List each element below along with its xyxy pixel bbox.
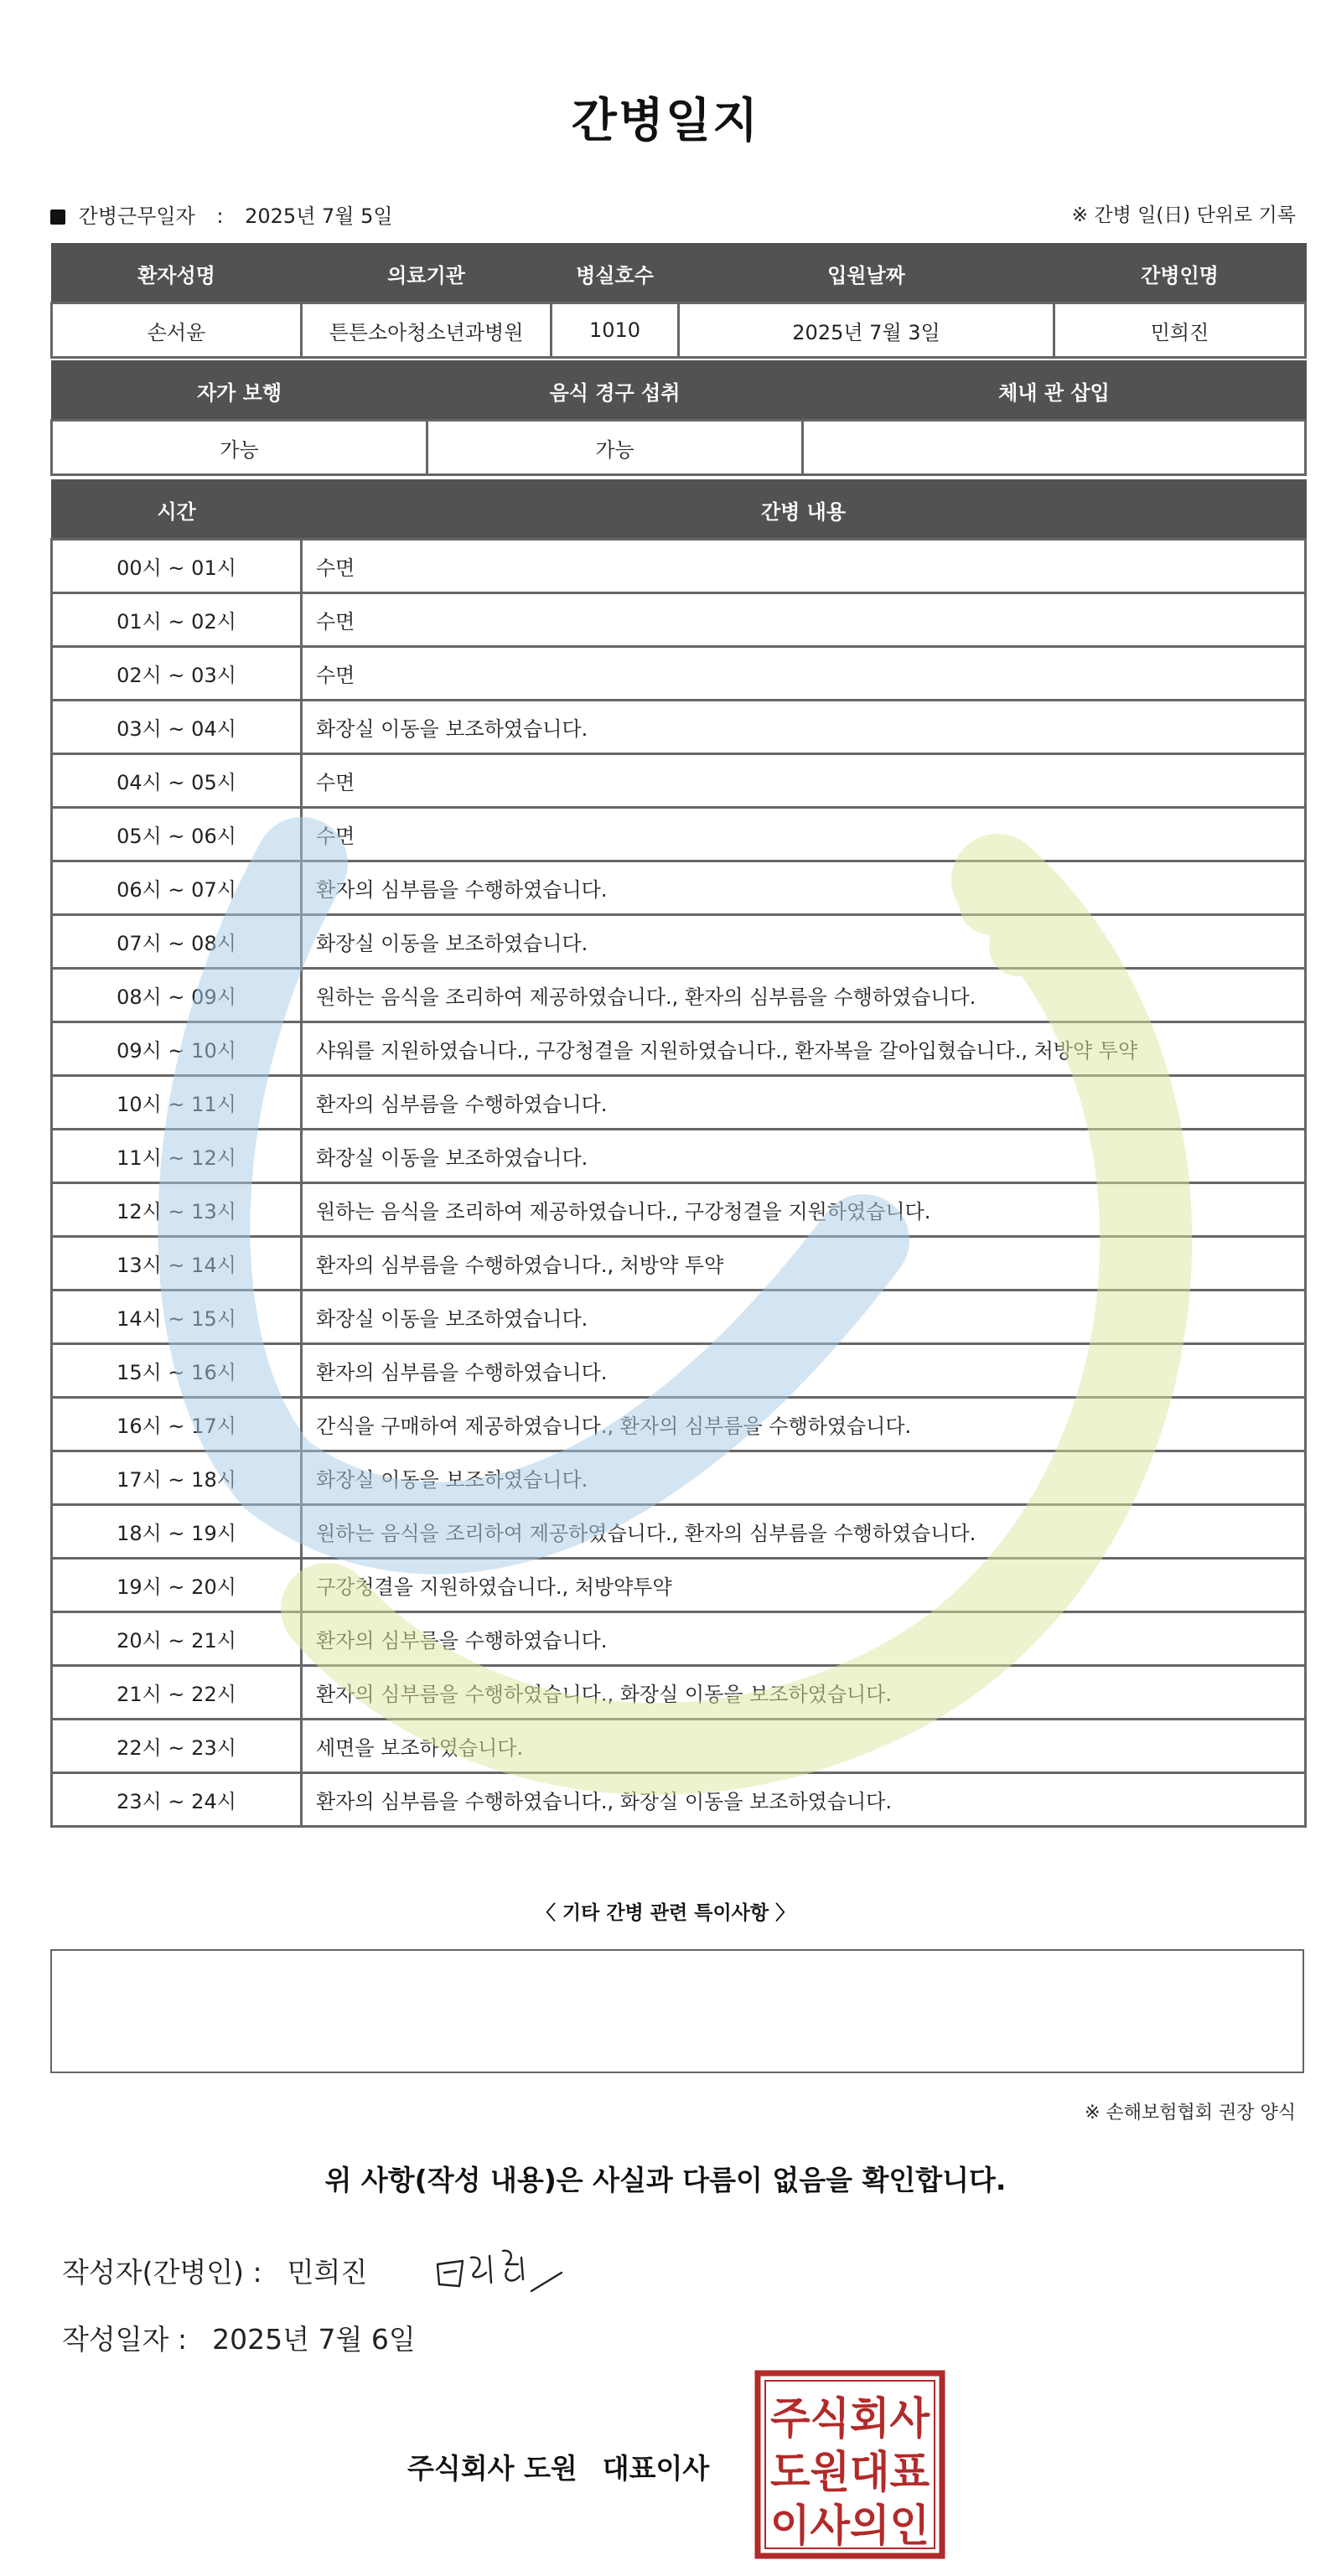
header-time: 시간 xyxy=(52,480,302,540)
work-date-colon: : xyxy=(216,204,224,228)
time-cell: 12시 ~ 13시 xyxy=(52,1183,302,1237)
table-row xyxy=(52,1451,1306,1505)
time-cell: 07시 ~ 08시 xyxy=(52,915,302,969)
time-cell: 13시 ~ 14시 xyxy=(52,1237,302,1291)
care-content-cell: 세면을 보조하였습니다. xyxy=(302,1720,1306,1773)
signature xyxy=(431,2239,573,2301)
table-row xyxy=(52,1398,1306,1451)
table-row xyxy=(52,701,1306,754)
self-walking-cell: 가능 xyxy=(52,421,427,475)
writer-label: 작성자(간병인) : xyxy=(62,2256,262,2289)
tube-insertion-cell xyxy=(803,421,1306,475)
svg-text:도원대표: 도원대표 xyxy=(770,2448,930,2498)
table-row xyxy=(52,1612,1306,1666)
hospital-cell: 튼튼소아청소년과병원 xyxy=(302,303,552,358)
svg-text:주식회사: 주식회사 xyxy=(770,2394,930,2444)
work-date-value: 2025년 7월 5일 xyxy=(245,204,393,228)
header-admission-date: 입원날짜 xyxy=(679,244,1054,303)
care-content-cell: 수면 xyxy=(302,754,1306,808)
care-content-cell: 샤워를 지원하였습니다., 구강청결을 지원하였습니다., 환자복을 갈아입혔습니다., 처방약 투약 xyxy=(302,1022,1306,1076)
care-content-cell: 화장실 이동을 보조하였습니다. xyxy=(302,915,1306,969)
time-cell: 10시 ~ 11시 xyxy=(52,1076,302,1130)
time-cell: 08시 ~ 09시 xyxy=(52,969,302,1022)
patient-info-table xyxy=(50,243,1307,359)
confirmation-statement: 위 사항(작성 내용)은 사실과 다름이 없음을 확인합니다. xyxy=(324,2164,1007,2196)
etc-notes-box xyxy=(50,1949,1304,2073)
svg-text:이사의인: 이사의인 xyxy=(770,2501,930,2552)
table-row xyxy=(52,593,1306,647)
table-row xyxy=(52,1291,1306,1344)
table-row xyxy=(52,1076,1306,1130)
time-cell: 11시 ~ 12시 xyxy=(52,1130,302,1183)
time-cell: 00시 ~ 01시 xyxy=(52,540,302,593)
time-cell: 16시 ~ 17시 xyxy=(52,1398,302,1451)
table-row xyxy=(52,754,1306,808)
care-content-cell: 환자의 심부름을 수행하였습니다. xyxy=(302,1612,1306,1666)
care-log-table xyxy=(50,479,1307,1828)
table-row xyxy=(52,1559,1306,1612)
work-date-label: 간병근무일자 xyxy=(78,204,195,228)
care-content-cell: 원하는 음식을 조리하여 제공하였습니다., 환자의 심부름을 수행하였습니다. xyxy=(302,1505,1306,1559)
table-row xyxy=(52,969,1306,1022)
write-date-label: 작성일자 : xyxy=(62,2323,188,2356)
page-title: 간병일지 xyxy=(571,94,760,148)
care-content-cell: 구강청결을 지원하였습니다., 처방약투약 xyxy=(302,1559,1306,1612)
time-cell: 20시 ~ 21시 xyxy=(52,1612,302,1666)
time-cell: 03시 ~ 04시 xyxy=(52,701,302,754)
header-room-number: 병실호수 xyxy=(552,244,679,303)
time-cell: 02시 ~ 03시 xyxy=(52,647,302,701)
table-row xyxy=(52,1344,1306,1398)
caregiver-name-cell: 민희진 xyxy=(1054,303,1306,358)
care-content-cell: 환자의 심부름을 수행하였습니다., 처방약 투약 xyxy=(302,1237,1306,1291)
care-content-cell: 화장실 이동을 보조하였습니다. xyxy=(302,1291,1306,1344)
write-date-value: 2025년 7월 6일 xyxy=(212,2323,416,2356)
header-care-content: 간병 내용 xyxy=(302,480,1306,540)
time-cell: 01시 ~ 02시 xyxy=(52,593,302,647)
time-cell: 06시 ~ 07시 xyxy=(52,861,302,915)
table-row xyxy=(52,1666,1306,1720)
table-row xyxy=(52,1183,1306,1237)
header-hospital: 의료기관 xyxy=(302,244,552,303)
writer-name: 민희진 xyxy=(287,2256,368,2289)
table-row xyxy=(52,1237,1306,1291)
table-row xyxy=(52,861,1306,915)
care-content-cell: 원하는 음식을 조리하여 제공하였습니다., 구강청결을 지원하였습니다. xyxy=(302,1183,1306,1237)
work-date-line xyxy=(50,199,393,229)
time-cell: 23시 ~ 24시 xyxy=(52,1773,302,1827)
room-number-cell: 1010 xyxy=(552,303,679,358)
time-cell: 09시 ~ 10시 xyxy=(52,1022,302,1076)
header-caregiver-name: 간병인명 xyxy=(1054,244,1306,303)
table-row xyxy=(52,1022,1306,1076)
care-content-cell: 환자의 심부름을 수행하였습니다. xyxy=(302,861,1306,915)
patient-name-cell: 손서윤 xyxy=(52,303,302,358)
company-title: 대표이사 xyxy=(602,2452,710,2485)
care-content-cell: 수면 xyxy=(302,540,1306,593)
care-content-cell: 환자의 심부름을 수행하였습니다., 화장실 이동을 보조하였습니다. xyxy=(302,1666,1306,1720)
oral-intake-cell: 가능 xyxy=(427,421,803,475)
care-content-cell: 수면 xyxy=(302,647,1306,701)
header-tube-insertion: 체내 관 삽입 xyxy=(803,361,1306,421)
time-cell: 18시 ~ 19시 xyxy=(52,1505,302,1559)
care-content-cell: 환자의 심부름을 수행하였습니다. xyxy=(302,1076,1306,1130)
time-cell: 17시 ~ 18시 xyxy=(52,1451,302,1505)
time-cell: 19시 ~ 20시 xyxy=(52,1559,302,1612)
admission-date-cell: 2025년 7월 3일 xyxy=(679,303,1054,358)
company-line xyxy=(407,2447,709,2486)
care-content-cell: 환자의 심부름을 수행하였습니다., 화장실 이동을 보조하였습니다. xyxy=(302,1773,1306,1827)
square-bullet-icon xyxy=(50,209,65,225)
care-content-cell: 화장실 이동을 보조하였습니다. xyxy=(302,1451,1306,1505)
header-patient-name: 환자성명 xyxy=(52,244,302,303)
write-date-line xyxy=(62,2318,416,2357)
writer-line xyxy=(62,2251,367,2290)
table-row xyxy=(52,1130,1306,1183)
table-row xyxy=(52,1773,1306,1827)
table-row xyxy=(52,540,1306,593)
time-cell: 14시 ~ 15시 xyxy=(52,1291,302,1344)
form-note: ※ 손해보험협회 권장 양식 xyxy=(1085,2103,1296,2123)
care-content-cell: 환자의 심부름을 수행하였습니다. xyxy=(302,1344,1306,1398)
time-cell: 21시 ~ 22시 xyxy=(52,1666,302,1720)
table-row xyxy=(52,915,1306,969)
time-cell: 22시 ~ 23시 xyxy=(52,1720,302,1773)
time-cell: 04시 ~ 05시 xyxy=(52,754,302,808)
etc-notes-title: 〈 기타 간병 관련 특이사항 〉 xyxy=(536,1902,795,1924)
table-row xyxy=(52,808,1306,861)
patient-ability-table xyxy=(50,360,1307,476)
header-self-walking: 자가 보행 xyxy=(52,361,427,421)
care-content-cell: 수면 xyxy=(302,593,1306,647)
care-content-cell: 수면 xyxy=(302,808,1306,861)
table-row xyxy=(52,1505,1306,1559)
company-name: 주식회사 도원 xyxy=(407,2452,577,2485)
care-content-cell: 원하는 음식을 조리하여 제공하였습니다., 환자의 심부름을 수행하였습니다. xyxy=(302,969,1306,1022)
care-content-cell: 화장실 이동을 보조하였습니다. xyxy=(302,701,1306,754)
care-content-cell: 간식을 구매하여 제공하였습니다., 환자의 심부름을 수행하였습니다. xyxy=(302,1398,1306,1451)
care-content-cell: 화장실 이동을 보조하였습니다. xyxy=(302,1130,1306,1183)
unit-note: ※ 간병 일(日) 단위로 기록 xyxy=(1071,204,1296,226)
table-row xyxy=(52,1720,1306,1773)
company-seal xyxy=(754,2370,945,2559)
table-row xyxy=(52,647,1306,701)
time-cell: 15시 ~ 16시 xyxy=(52,1344,302,1398)
header-oral-intake: 음식 경구 섭취 xyxy=(427,361,803,421)
time-cell: 05시 ~ 06시 xyxy=(52,808,302,861)
